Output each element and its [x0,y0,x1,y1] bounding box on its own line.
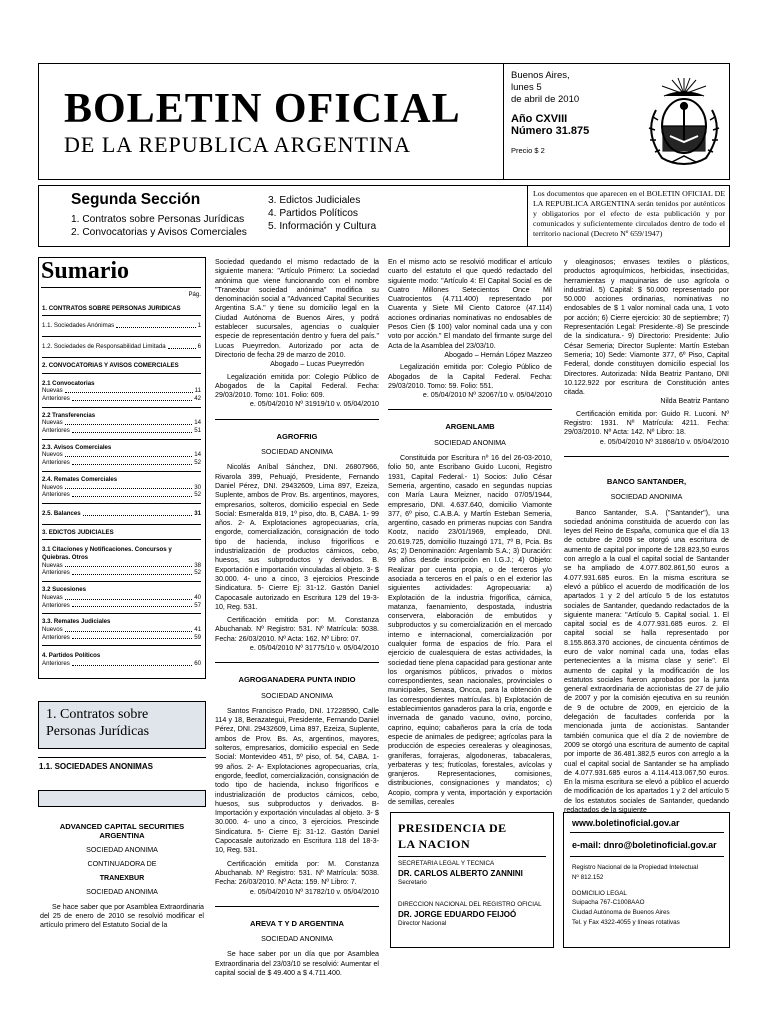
issue-info [511,70,589,157]
sumario-entry[interactable]: Nuevas 40 [42,593,201,601]
secretaria-role: Secretario [398,878,427,886]
shaded-bar [38,790,206,807]
notice-prev-name: TRANEXBUR [99,874,145,883]
sumario-group-title: 2.2 Transferencias [42,411,96,419]
address-line: Suipacha 767-C1008AAO [572,899,645,907]
notice-text: Se hace saber que por Asamblea Extraordinaria del 25 de enero de 2010 se resolvió modificar el artículo primero del Estatuto Social de la [40,902,204,930]
notice-type: SOCIEDAD ANONIMA [434,438,506,447]
sumario-entry[interactable]: 1.1. Sociedades Anónimas 1 [42,322,201,330]
notice-heading: AGROGANADERA PUNTA INDIO [238,675,356,685]
notice-type: SOCIEDAD ANONIMA [610,493,683,502]
signature: Abogado – Lucas Pueyrredón [270,360,364,369]
paragraph: Santos Francisco Prado, DNI. 17228590, Calle 114 y 18, Berazategui, Presidente, Fernando Daniel Pérez, DNI. 29432609, Lima 897, Ezeiza, Suplente, ambos de Prov. Bs. As, argentinos, mayores, solteros, empresarios, domicilio especial en Sede Social: Montevideo 451, 5º piso, of. 54, CABA. 1- 99 años. 2- A- Explotaciones agropecuarias, cría, engorde, feedlot, comercialización, consignación de todo tipo de hacienda, incluso frigoríficos e industrialización de productos cárnicos, cebo, huesos, sus subproductos y derivados. B- Importación y exportación vinculadas al objeto. 3- $ 30.000. 4- uno a cinco, 3 ejercicios. Prescinde Sindicatura. 5- Cierre Ej: 31-12. Gastón Daniel Capocasale autorizado en Escritura 118 del 18-3-10, Reg. 531. [215,706,379,855]
paragraph: y oleaginosos; envases textiles o plásticos, productos agroquímicos, herbicidas, insecticidas, herramientas y maquinarias de uso agrícola o industrial. 5) Capital: $ 50.000 representado por 50.000 acciones ordinarias, nominativas no endosables de $ 1 valor nominal cada una, 1 voto por acción; 6) Cierre ejercicio: 30 de septiembre; 7) Representación Legal: Presidente.-8) Se prescinde de la sindicatura.- 9) Directorio: Presidente: Julio César Semeria; Director Suplente: Martín Esteban Semeria; 10) Sede: Viamonte 377, 6º Piso, Capital Federal, donde constituyen domicilio especial los Directores. Autorizada: Nilda Beatriz Pantano, DNI 10.122.922 por escritura de Constitución antes citada. [564,258,729,397]
issue-number: Número 31.875 [511,125,590,137]
rule [398,856,546,857]
edition-ref: e. 05/04/2010 Nº 31782/10 v. 05/04/2010 [249,887,379,896]
column-1-notice [40,822,204,947]
paragraph: Certificación emitida por: Guido R. Luconi. Nº Registro: 1931. Nº Matrícula: 4211. Fecha: 29/03/2010. Nº Acta: 142. Nº Libro: 18. [564,409,729,437]
section-item: 2. Convocatorias y Avisos Comerciales [71,227,247,238]
edition-ref: e. 05/04/2010 Nº 31868/10 v. 05/04/2010 [599,437,729,446]
paragraph: Legalización emitida por: Colegio Público de Abogados de la Capital Federal. Fecha: 29/03/2010. Tomo: 101. Folio: 609. [215,372,379,400]
presidencia-details [398,860,548,928]
section-items-left [71,213,247,239]
direccion-role: Director Nacional [398,919,447,927]
sumario-heading: 2. CONVOCATORIAS Y AVISOS COMERCIALES [42,361,179,369]
sumario-entry[interactable]: Nuevas 14 [42,419,201,427]
section-bar-divider [527,185,528,247]
issue-year: Año CXVIII [511,113,568,125]
sociedades-label: 1.1. SOCIEDADES ANONIMAS [39,762,153,771]
section-item: 1. Contratos sobre Personas Jurídicas [71,214,245,225]
address-line: Ciudad Autónoma de Buenos Aires [572,909,670,917]
edition-ref: e. 05/04/2010 Nº 32067/10 v. 05/04/2010 [422,391,552,400]
issue-city: Buenos Aires, [511,70,570,81]
pag-label: Pág. [188,291,201,298]
column-2 [215,258,379,977]
sumario-entry[interactable]: Anteriores 59 [42,633,201,641]
paragraph: En el mismo acto se resolvió modificar el artículo cuarto del estatuto el que quedó redactado del siguiente modo: "Artículo 4: El Capital Social es de Cuatro Millones Setecientos Once Mil Cuatrocientos (4.711.400) representado por Cuarenta y Siete Mil Ciento Catorce (47.114) acciones ordinarias nominativas no endosables de Pesos Cien ($ 100) valor nominal cada una y con voto por acción." El mandato del firmante surge del Acta de la Asamblea del 23/03/10. [388,258,552,350]
sumario-entry[interactable]: Nuevas 11 [42,387,201,395]
direccion-name: DR. JORGE EDUARDO FEIJOÓ [398,909,517,919]
domicilio-label: DOMICILIO LEGAL [572,889,627,897]
issue-date: de abril de 2010 [511,94,580,105]
section-item: 5. Información y Cultura [268,221,377,232]
sumario-entry[interactable]: Anteriores 52 [42,569,201,577]
notice-heading: AREVA T Y D ARGENTINA [250,918,344,928]
paragraph: Certificación emitida por: M. Constanza Abuchanab. Nº Registro: 531. Nº Matrícula: 5038. Fecha: 26/03/2010. Nº Acta: 159. Nº Libro: 7. [215,859,379,887]
sumario-group-title: 2.3. Avisos Comerciales [42,443,112,451]
coat-of-arms-icon [642,76,726,166]
rule [570,856,724,857]
section-item: 4. Partidos Políticos [268,208,359,219]
section-title: Segunda Sección [71,191,201,208]
presidencia-title [398,820,507,852]
notice-type: SOCIEDAD ANONIMA [261,448,333,457]
sumario-list [42,291,201,668]
sumario-group-title: 4. Partidos Políticos [42,652,101,660]
sumario-entry[interactable]: Anteriores 52 [42,459,201,467]
email-link[interactable]: e-mail: dnro@boletinoficial.gov.ar [572,840,717,850]
secretaria-label: SECRETARIA LEGAL Y TECNICA [398,860,495,867]
registro-label: Registro Nacional de la Propiedad Intelectual [572,864,699,871]
rule [570,832,724,833]
direccion-label: DIRECCION NACIONAL DEL REGISTRO OFICIAL [398,901,542,908]
secretaria-name: DR. CARLOS ALBERTO ZANNINI [398,868,523,878]
sumario-group-title: 2.4. Remates Comerciales [42,475,118,483]
notice-heading: BANCO SANTANDER, [606,476,687,486]
notice-heading: AGROFRIG [276,431,318,441]
issue-price: Precio $ 2 [511,146,545,155]
notice-type: SOCIEDAD ANONIMA [86,845,158,854]
section-item: 3. Edictos Judiciales [268,195,361,206]
issue-weekday: lunes 5 [511,82,542,93]
notice-type: SOCIEDAD ANONIMA [86,888,158,897]
paragraph: Certificación emitida por: M. Constanza Abuchanab. Nº Registro: 531. Nº Matrícula: 5038. Fecha: 26/03/2010. Nº Acta: 162. Nº Libro: 07. [215,616,379,643]
sumario-entry[interactable]: Anteriores 57 [42,601,201,609]
sumario-entry[interactable]: 1.2. Sociedades de Responsabilidad Limitada 6 [42,343,201,351]
column-4 [564,258,729,815]
legal-notice: Los documentos que aparecen en el BOLETIN OFICIAL DE LA REPUBLICA ARGENTINA serán tenidos por auténticos y obligatorios por el efecto de esta publicación y por comunicados y suficientemente circulados dentro de todo el territorio nacional (Decreto Nº 659/1947) [533,189,725,238]
sumario-entry[interactable]: Nuevas 38 [42,561,201,569]
sumario-group-title: 3.1 Citaciones y Notificaciones. Concursos y Quiebras. Otros [42,546,172,562]
presidencia-title-line1: PRESIDENCIA DE [398,821,507,835]
edition-ref: e. 05/04/2010 Nº 31775/10 v. 05/04/2010 [249,643,379,652]
website-link[interactable]: www.boletinoficial.gov.ar [572,818,680,828]
notice-company: ADVANCED CAPITAL SECURITIES ARGENTINA [59,822,185,841]
paragraph: Sociedad quedando el mismo redactado de la siguiente manera: "Artículo Primero: La sociedad anónima que viene funcionando con el nombre "Tranexbur sociedad anónima" modifica su denominación social a "Advanced Capital Securities Argentina S.A." y tiene su domicilio legal en la Ciudad Autónoma de Buenos Aires, y podrá establecer sucursales, agencias o cualquier especie de representación dentro y fuera del país." Lucas Pueyrredon. Autorizado por acta de Directorio de fecha 29 de marzo de 2010. [215,258,379,359]
sumario-entry[interactable]: Nuevos 14 [42,451,201,459]
newspaper-title: BOLETIN OFICIAL [64,86,461,132]
paragraph: Nicolás Aníbal Sánchez, DNI. 26807966, Rivarola 399, Pehuajó, Presidente, Fernando Daniel Pérez, DNI. 29432609, Lima 897, Ezeiza, Suplente, ambos de Prov. Bs. argentinos, mayores, empresarios, solteros, domicilio especial en Sede Social: Esmeralda 819, 1º piso, dto. B, CABA. 1- 99 años. 2- A. Explotaciones agropecuarias, cría, engorde, comercialización, consignación de todo tipo de hacienda, incluso frigoríficos e industrialización de productos cárnicos, cebo, huesos, sus subproductos y derivados. B. Exportación e importación vinculadas al objeto. 3- $ 30.000. 4- uno a cinco, 3 ejercicios Prescinde Sindicatura. 5- Cierre Ej: 31-12. Gastón Daniel Capocasale autorizado en Escritura 129 del 19-3-10, Reg. 531. [215,463,379,611]
paragraph: Se hace saber por un día que por Asamblea Extraordinaria del 23/03/10 se resolvió: Aumentar el capital social de $ 49.400 a $ 4.711.400. [215,950,379,977]
sumario-entry[interactable]: Anteriores 42 [42,394,201,402]
paragraph: Banco Santander, S.A. ("Santander"), una sociedad anónima constituida de acuerdo con las leyes del Reino de España, comunica que el día 13 de octubre de 2009 se otorgó una escritura de aumento de capital por importe de 128.823,50 euros con arreglo a la cual el capital social de Santander se ha ampliado de 4.077.802.861,50 euros a 4.077.931.685 euros. En la misma escritura se elevó a público el acuerdo de modificación de los apartados 1 y 2 del artículo 5 de los estatutos sociales de Santander, quedando redactados de la siguiente manera: "Artículo 5. Capital social. 1. El capital social es de 4.077.931.685 euros. 2. El capital social se halla representado por 8.155.863.370 acciones, de cincuenta céntimos de euro de valor nominal cada una, todas ellas pertenecientes a la misma clase y serie". El aumento de capital y la modificación de los estatutos sociales fueron aprobados por la junta general extraordinaria de accionistas de 27 de julio de 2007 y por la comisión ejecutiva en su reunión de 9 de octubre de 2009, en ejercicio de la delegación de facultades conferida por la mencionada junta de accionistas. Santander también comunica que el día 2 de noviembre de 2009 se otorgó una escritura de aumento de capital por importe de 36.481.382,5 euros con arreglo a la cual el capital social de Santander se ha ampliado de 4.077.931.685 euros a 4.114.413.067,50 euros. En la misma escritura se elevó a público el acuerdo de modificación de los apartados 1 y 2 del artículo 5 de los estatutos sociales de Santander, quedando redactados de la siguiente [564,508,729,815]
phone-line: Tel. y Fax 4322-4055 y líneas rotativas [572,918,680,926]
sumario-entry[interactable]: Nuevos 41 [42,625,201,633]
contratos-section-title: 1. Contratos sobre Personas Jurídicas [46,707,150,739]
masthead-divider [503,63,504,180]
column-3 [388,258,552,810]
sumario-group-title: 2.1 Convocatorias [42,379,95,387]
paragraph: Legalización emitida por: Colegio Público de Abogados de la Capital Federal. Fecha: 29/03/2010. Tomo: 59. Folio: 551. [388,363,552,390]
presidencia-title-line2: LA NACION [398,837,471,851]
notice-continuadora: CONTINUADORA DE [87,859,157,868]
sumario-title: Sumario [41,258,130,284]
notice-type: SOCIEDAD ANONIMA [261,691,333,700]
sumario-entry[interactable]: Anteriores 60 [42,660,201,668]
sumario-entry[interactable]: Anteriores 51 [42,427,201,435]
section-items-right [268,194,376,233]
sumario-heading: 1. CONTRATOS SOBRE PERSONAS JURIDICAS [42,304,181,312]
contact-details [572,863,726,928]
sumario-entry[interactable]: 2.5. Balances 31 [42,509,201,517]
sumario-entry[interactable]: Nuevos 30 [42,483,201,491]
sumario-title-rule [41,287,201,288]
signature: Abogado – Hernán López Mazzeo [444,350,552,359]
notice-type: SOCIEDAD ANONIMA [261,935,333,944]
sumario-group-title: 3.2 Sucesiones [42,586,87,594]
sumario-group-title: 3.3. Remates Judiciales [42,618,111,626]
rule [38,757,206,758]
newspaper-subtitle: DE LA REPUBLICA ARGENTINA [64,132,412,157]
paragraph: Constituida por Escritura nº 16 del 26-03-2010, folio 50, ante Escribano Guido Luconi, Registro 1931, Capital Federal.- 1) Socios: Julio César Semeria, argentino, casado en segundas nupcias con María Laura Meizner, nacido 07/05/1944, empresario, DNI. 4.637.640, domicilio Viamonte 377, 6º piso, C.A.B.A. y Martín Esteban Semeria, argentino, casado en primeras nupcias con Sandra Kootz, nacido 23/01/1969, empleado, DNI. 20.619.725, domicilio Ituzaingó 171, 7º B, Pcia. Bs As; 2) Denominación: Argenlamb S.A.; 3) Duración: 99 años desde inscripción en I.G.J.; 4) Objeto: Realizar por cuenta propia, o de terceros y/o asociada a terceros en el país o en el exterior las siguientes actividades: Agropecuaria: a) Explotación de la industria frigorífica, cárnica, matanza, faenamiento, despostada, industria conservera, elaboración de embutidos y subproductos y su comercialización en el mercado interno e internacional, comercialización por cualquier forma de espacios de frío. Para el ejercicio de cualesquiera de estas actividades, la sociedad tiene plena capacidad para gestionar ante los organismos públicos, privados o mixtos correspondientes, sean nacionales, provinciales o municipales, Senasa, Oncca, para la obtención de las correspondientes matrículas. b) Explotación de establecimientos ganaderos para la cría, engorde e invernada de ganado vacuno, ovino, porcino, caprino, equino; cabañeros para la cría de toda especie de animales de pedigree; agrícolas para la producción de especies cerealeras y oleaginosas, graníferas, forrajeras, algodoneras, tabacaleras, yerbateras y tes; frutícolas, forestales, avícolas y granjeros. Representaciones, comisiones, distribuciones, consignaciones y mandatos; c) Acopio, compra y venta, importación y exportación de semillas, cereales [388,454,552,807]
registro-number: Nº 812.152 [572,873,604,881]
signature: Nilda Beatriz Pantano [660,397,729,406]
sumario-entry[interactable]: Anteriores 52 [42,491,201,499]
sumario-heading: 3. EDICTOS JUDICIALES [42,528,114,536]
edition-ref: e. 05/04/2010 Nº 31919/10 v. 05/04/2010 [249,400,379,409]
notice-heading: ARGENLAMB [445,422,495,432]
